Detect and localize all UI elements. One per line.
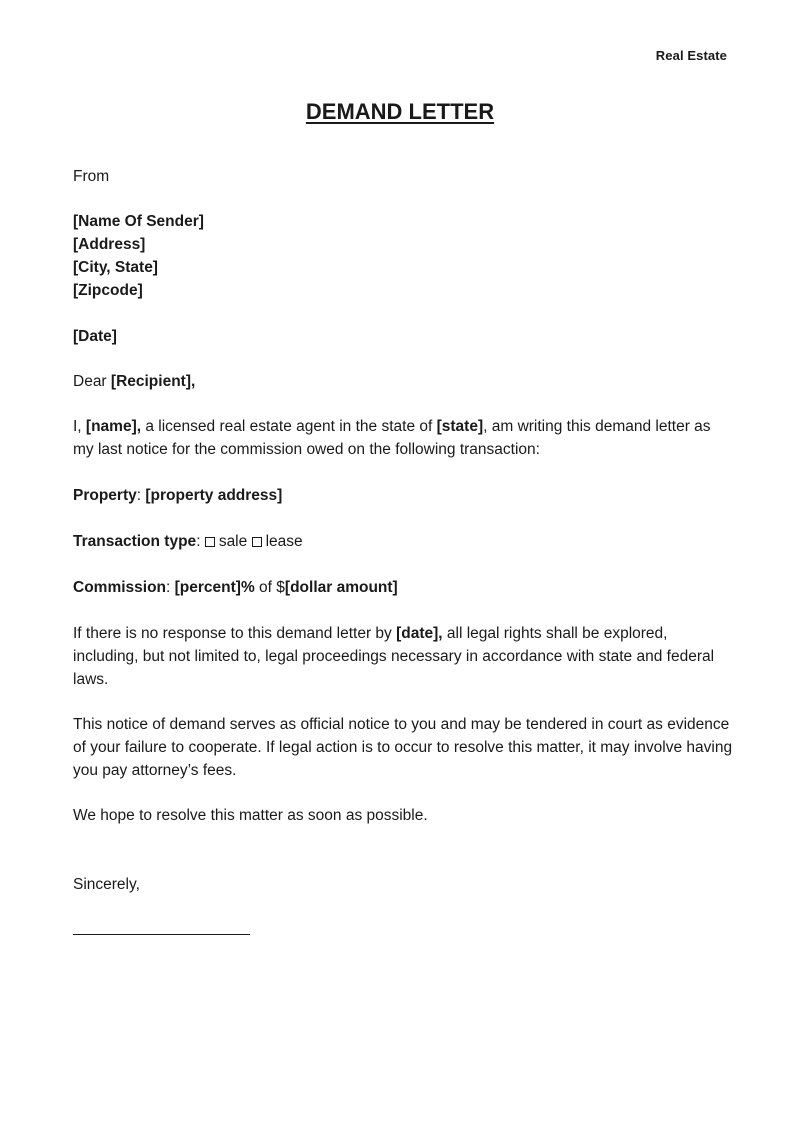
property-label: Property bbox=[73, 487, 137, 504]
sender-name: [Name Of Sender] bbox=[73, 213, 204, 230]
percent-placeholder: [percent]% bbox=[174, 579, 255, 596]
salutation-prefix: Dear bbox=[73, 373, 111, 390]
commission-line bbox=[73, 576, 733, 599]
transaction-type-label: Transaction type bbox=[73, 533, 197, 550]
intro-text-1: I, bbox=[73, 418, 86, 435]
property-line bbox=[73, 484, 733, 507]
name-placeholder: [name], bbox=[85, 418, 142, 435]
salutation bbox=[73, 370, 733, 393]
sale-checkbox[interactable] bbox=[205, 537, 215, 547]
signature-line bbox=[73, 934, 250, 935]
intro-paragraph bbox=[73, 415, 733, 461]
sender-address: [Address] bbox=[73, 236, 146, 253]
response-date-placeholder: [date], bbox=[396, 625, 443, 642]
response-text-2: all legal rights shall be explored, including, but not limited to, legal proceedings necessary in accordance with state and federal laws. bbox=[73, 625, 715, 688]
dollar-amount-placeholder: [dollar amount] bbox=[284, 579, 398, 596]
transaction-type-line bbox=[73, 530, 733, 553]
sender-block bbox=[73, 210, 733, 302]
intro-text-2: a licensed real estate agent in the state of bbox=[141, 418, 437, 435]
commission-colon: : bbox=[166, 579, 175, 596]
sender-zipcode: [Zipcode] bbox=[73, 282, 143, 299]
recipient-placeholder: [Recipient], bbox=[110, 373, 196, 390]
lease-checkbox[interactable] bbox=[252, 537, 262, 547]
hope-paragraph: We hope to resolve this matter as soon as possible. bbox=[73, 807, 428, 824]
from-label: From bbox=[73, 168, 110, 185]
letter-date bbox=[73, 325, 733, 348]
property-address-placeholder: [property address] bbox=[145, 487, 283, 504]
sender-city-state: [City, State] bbox=[73, 259, 158, 276]
state-placeholder: [state] bbox=[436, 418, 484, 435]
closing: Sincerely, bbox=[73, 876, 140, 893]
response-text-1: If there is no response to this demand letter by bbox=[73, 625, 397, 642]
commission-of-text: of $ bbox=[254, 579, 285, 596]
property-colon: : bbox=[136, 487, 146, 504]
intro-text-3: , am writing this demand letter as my last notice for the commission owed on the following transaction: bbox=[73, 418, 711, 458]
transaction-colon: : bbox=[196, 533, 205, 550]
category-label: Real Estate bbox=[655, 48, 727, 63]
document-title: DEMAND LETTER bbox=[305, 99, 495, 124]
notice-paragraph: This notice of demand serves as official notice to you and may be tendered in court as evidence of your failure to cooperate. If legal action is to occur to resolve this matter, it may involve having you pay attorney’s fees. bbox=[73, 716, 733, 779]
sale-option-label: sale bbox=[218, 533, 248, 550]
lease-option-label: lease bbox=[265, 533, 303, 550]
date-placeholder: [Date] bbox=[73, 328, 117, 345]
commission-label: Commission bbox=[73, 579, 167, 596]
response-paragraph bbox=[73, 622, 733, 691]
